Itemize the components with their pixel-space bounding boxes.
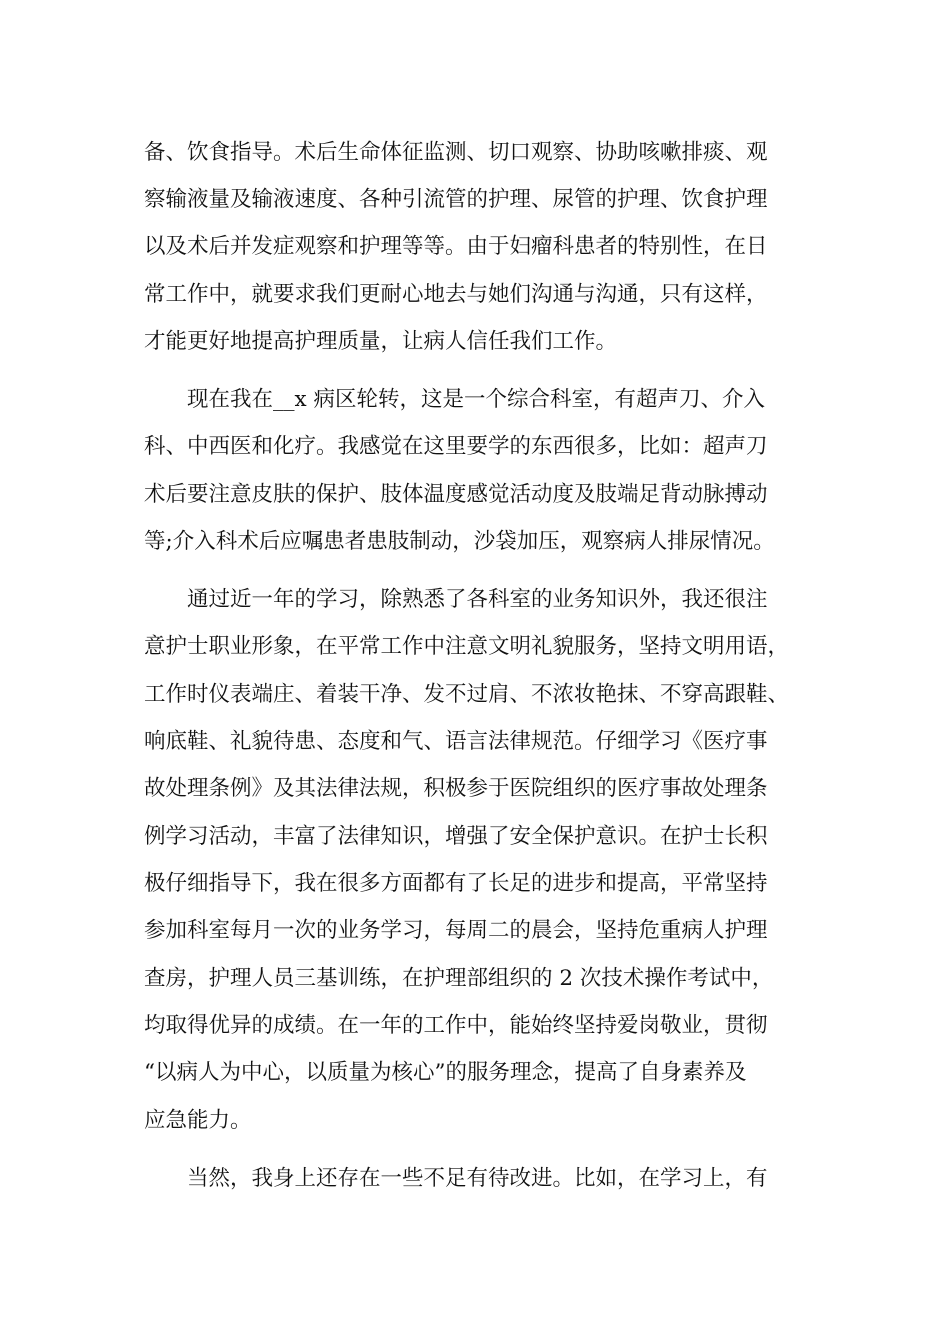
text-line: 以及术后并发症观察和护理等等。由于妇瘤科患者的特别性，在日 [144,234,768,259]
text-line: 科、中西医和化疗。我感觉在这里要学的东西很多，比如：超声刀 [144,434,768,459]
text-line: 通过近一年的学习，除熟悉了各科室的业务知识外，我还很注 [187,587,768,612]
text-line: 术后要注意皮肤的保护、肢体温度感觉活动度及肢端足背动脉搏动 [144,482,768,507]
text-line: 备、饮食指导。术后生命体征监测、切口观察、协助咳嗽排痰、观 [144,140,768,165]
text-line: 当然，我身上还存在一些不足有待改进。比如，在学习上，有 [187,1166,768,1191]
text-line: 例学习活动，丰富了法律知识，增强了安全保护意识。在护士长积 [144,824,768,849]
text-line: “以病人为中心，以质量为核心”的服务理念，提高了自身素养及 [144,1060,747,1085]
text-line: 查房，护理人员三基训练，在护理部组织的 2 次技术操作考试中， [144,966,774,991]
text-line: 故处理条例》及其法律法规，积极参于医院组织的医疗事故处理条 [144,776,768,801]
text-line: 响底鞋、礼貌待患、态度和气、语言法律规范。仔细学习《医疗事 [144,729,768,754]
text-line: 应急能力。 [144,1108,252,1133]
text-line: 才能更好地提高护理质量，让病人信任我们工作。 [144,329,618,354]
text-line: 工作时仪表端庄、着装干净、发不过肩、不浓妆艳抹、不穿高跟鞋、 [144,682,790,707]
text-line: 察输液量及输液速度、各种引流管的护理、尿管的护理、饮食护理 [144,187,768,212]
text-line: 意护士职业形象，在平常工作中注意文明礼貌服务，坚持文明用语， [144,634,790,659]
text-line: 常工作中，就要求我们更耐心地去与她们沟通与沟通，只有这样， [144,282,768,307]
text-line: 均取得优异的成绩。在一年的工作中，能始终坚持爱岗敬业，贯彻 [144,1013,768,1038]
text-line: 极仔细指导下，我在很多方面都有了长足的进步和提高，平常坚持 [144,871,768,896]
text-line: 现在我在__x 病区轮转，这是一个综合科室，有超声刀、介入 [187,387,765,412]
text-line: 参加科室每月一次的业务学习，每周二的晨会，坚持危重病人护理 [144,918,768,943]
text-line: 等;介入科术后应嘱患者患肢制动，沙袋加压，观察病人排尿情况。 [144,529,775,554]
